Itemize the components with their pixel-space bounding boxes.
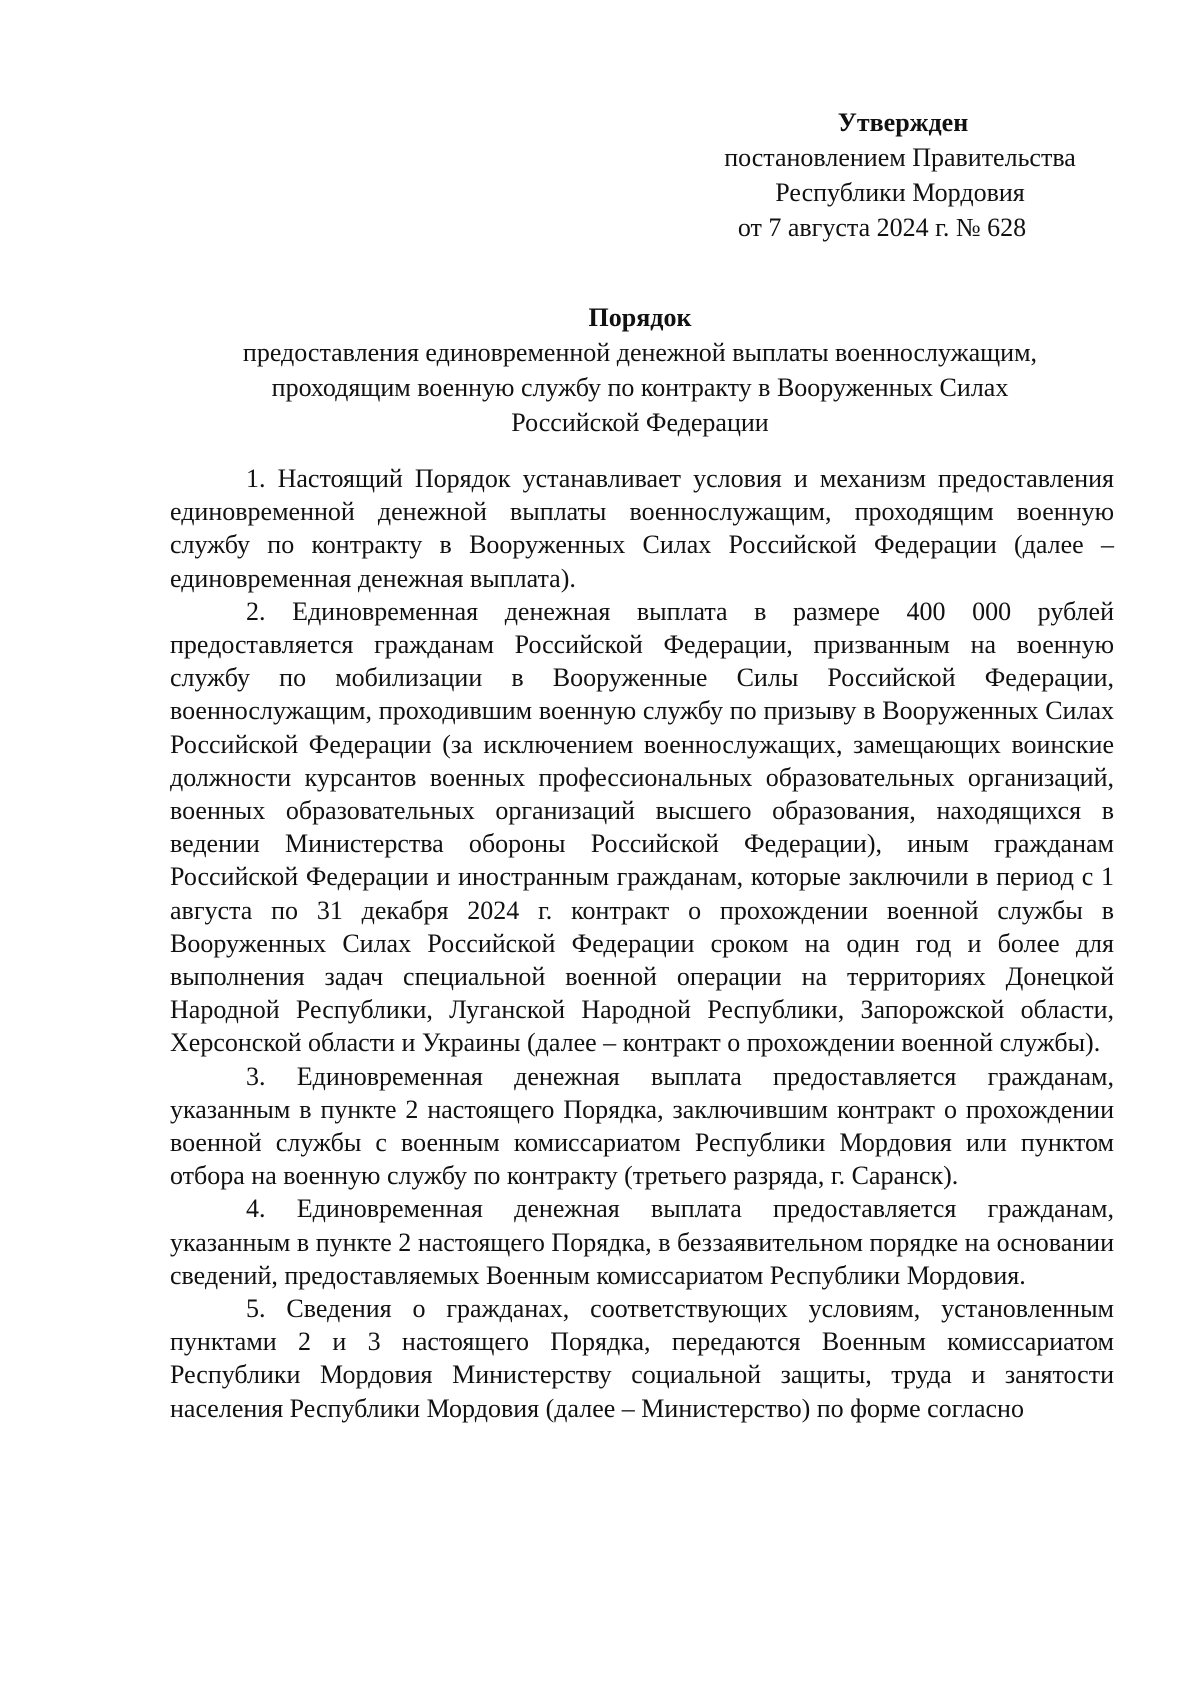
document-subtitle-line-3: Российской Федерации bbox=[511, 408, 769, 437]
approval-line-date: от 7 августа 2024 г. № 628 bbox=[737, 213, 1027, 242]
document-heading: Порядок bbox=[588, 303, 692, 332]
paragraph-5: 5. Сведения о гражданах, соответствующих условиям, установленным пунктами 2 и 3 настоящего Порядка, передаются Военным комиссариатом Республики Мордовия Министерству социальной защиты, труда и занятости населения Республики Мордовия (далее – Министерство) по форме согласно bbox=[170, 1294, 1114, 1423]
paragraph-1: 1. Настоящий Порядок устанавливает условия и механизм предоставления единовременной денежной выплаты военнослужащим, проходящим военную службу по контракту в Вооруженных Силах Российской Федерации (далее – единовременная денежная выплата). bbox=[170, 464, 1114, 593]
paragraph-4: 4. Единовременная денежная выплата предоставляется гражданам, указанным в пункте 2 настоящего Порядка, в беззаявительном порядке на основании сведений, предоставляемых Военным комиссариатом Республики Мордовия. bbox=[170, 1194, 1114, 1290]
approval-title: Утвержден bbox=[837, 108, 969, 137]
document-body bbox=[170, 462, 1114, 1425]
document-subtitle-line-2: проходящим военную службу по контракту в Вооруженных Силах bbox=[271, 373, 1009, 402]
document-title-block bbox=[170, 300, 1110, 440]
paragraph-2: 2. Единовременная денежная выплата в размере 400 000 рублей предоставляется гражданам Российской Федерации, призванным на военную службу по мобилизации в Вооруженные Силы Российской Федерации, военнослужащим, проходившим военную службу по призыву в Вооруженных Силах Российской Федерации (за исключением военнослужащих, замещающих воинские должности курсантов военных профессиональных образовательных организаций, военных образовательных организаций высшего образования, находящихся в ведении Министерства обороны Российской Федерации), иным гражданам Российской Федерации и иностранным гражданам, которые заключили в период с 1 августа по 31 декабря 2024 г. контракт о прохождении военной службы в Вооруженных Силах Российской Федерации сроком на один год и более для выполнения задач специальной военной операции на территориях Донецкой Народной Республики, Луганской Народной Республики, Запорожской области, Херсонской области и Украины (далее – контракт о прохождении военной службы). bbox=[170, 596, 1114, 1058]
paragraph-3: 3. Единовременная денежная выплата предоставляется гражданам, указанным в пункте 2 настоящего Порядка, заключившим контракт о прохождении военной службы с военным комиссариатом Республики Мордовия или пунктом отбора на военную службу по контракту (третьего разряда, г. Саранск). bbox=[170, 1061, 1114, 1191]
document-subtitle-line-1: предоставления единовременной денежной выплаты военнослужащим, bbox=[242, 338, 1038, 367]
approval-line-republic: Республики Мордовия bbox=[775, 178, 1025, 207]
approval-block bbox=[700, 105, 1100, 245]
approval-line-decree: постановлением Правительства bbox=[724, 143, 1076, 172]
